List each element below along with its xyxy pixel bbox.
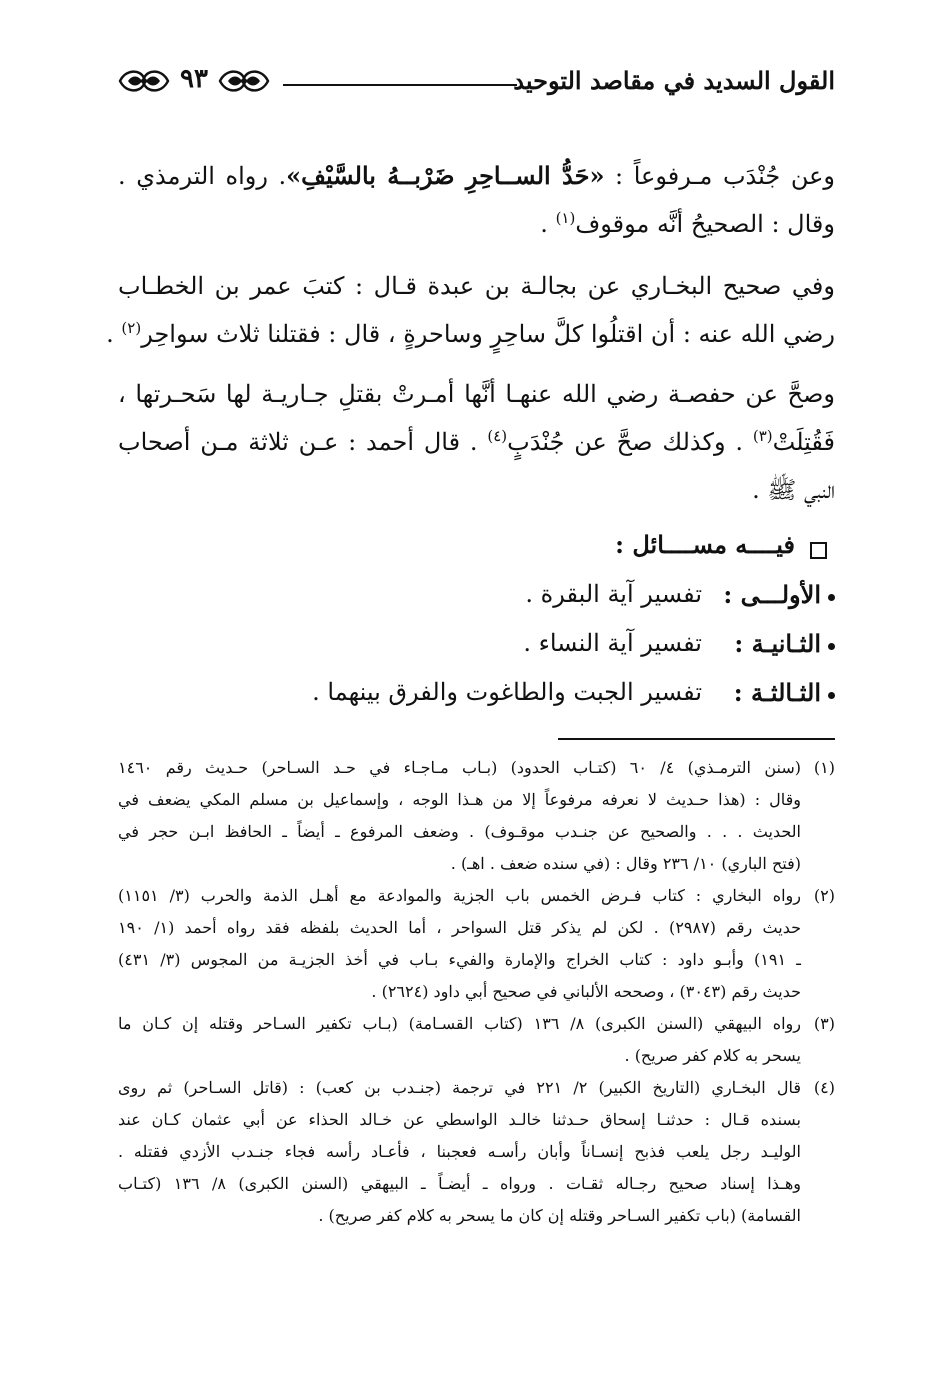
footnote-line: (فتح الباري) ١٠/ ٢٣٦ وقال : (في سنده ضعف . اهـ) .: [450, 854, 801, 873]
footnote-line: القسامة) (باب تكفير السـاحر وقتله إن كان ما يسحر به كلام كفر صريح) .: [318, 1206, 801, 1225]
footnote-number: (٢): [813, 886, 835, 905]
running-header: [118, 60, 835, 108]
footnote-line: وهـذا إسناد صحيح رجـاله ثقـات . ورواه ـ أيضـاً ـ البيهقي (السنن الكبرى) ٨/ ١٣٦ (كتـاب: [118, 1174, 802, 1193]
paragraph-hafsa: [118, 370, 835, 514]
issue-label: الأولـــى :: [723, 580, 821, 609]
floral-ornament-icon: [118, 66, 170, 96]
footnote-number: (١): [813, 758, 835, 777]
footnote-number: (٣): [813, 1014, 835, 1033]
footnote: [118, 1072, 835, 1232]
header-rule: [283, 84, 517, 86]
square-bullet-icon: [810, 542, 827, 559]
issue-text: تفسير آية البقرة .: [525, 580, 702, 608]
text-line: وقال : الصحيحُ أنَّه موقوف$^{(١)}$ .: [540, 209, 835, 238]
text-line: وفي صحيح البخـاري عن بجالـة بن عبدة قـال : كتبَ عمر بن الخطـاب: [118, 272, 835, 300]
footnote-number: (٤): [813, 1078, 835, 1097]
text-line: وصحَّ عن حفصـة رضي الله عنهـا أنَّها أمـرتْ بقتلِ جـاريـة لها سَحـرتها ،: [118, 380, 835, 408]
footnote-line: حديث رقم (٢٩٨٧) . لكن لم يذكر قتل السواحر ، أما الحديث بلفظه فقد رواه أحمد (١/ ١٩٠: [118, 918, 801, 937]
text-line: رضي الله عنه : أن اقتلُوا كلَّ ساحِرٍ وساحرةٍ ، قال : فقتلنا ثلاث سواحِر$^{(٢)}$ .: [106, 319, 835, 348]
hadith-quote: «حَدُّ الســاحِرِ ضَرْبــهُ بالسَّيْفِ»: [286, 161, 605, 190]
issue-item: [118, 578, 835, 622]
footnote: [118, 1008, 835, 1072]
footnote-ref: (١): [555, 209, 576, 227]
page-number: ٩٣: [180, 64, 208, 94]
paragraph-jundub: [118, 152, 835, 248]
footnote-ref: (٣): [752, 427, 773, 445]
footnote-line: رواه البخاري : كتاب فـرض الخمس باب الجزية والموادعة مع أهـل الذمة والحرب (٣/ ١١٥١): [118, 886, 801, 905]
text-line: النبي ﷺ .: [752, 476, 835, 504]
paragraph-bukhari: [106, 262, 835, 358]
text-line: وعن جُنْدَب مـرفوعاً : «حَدُّ الســاحِرِ ضَرْبــهُ بالسَّيْفِ». رواه الترمذي .: [118, 161, 835, 190]
footnotes: [118, 752, 835, 1232]
footnote-line: (سنن الترمـذي) ٤/ ٦٠ (كتـاب الحدود) (بـاب مـاجـاء في حـد السـاحر) حـديث رقم ١٤٦٠: [118, 758, 801, 777]
footnote-line: بسنده قـال : حدثنـا إسحاق حـدثنا خالـد الواسطي عن خـالد الحذاء عن أبي عثمان كـان عند: [118, 1110, 802, 1129]
text-line: فَقُتِلَتْ$^{(٣)}$ . وكذلك صحَّ عن جُنْدَبٍ$^{(٤)}$ . قال أحمد : عـن ثلاثة مـن أصحاب: [118, 427, 836, 456]
footnote-ref: (٤): [487, 427, 508, 445]
footnote-line: يسحر به كلام كفر صريح) .: [624, 1046, 801, 1065]
dot-bullet-icon: [828, 643, 835, 650]
footnote-line: وقال : (هذا حـديث لا نعرفه مرفوعاً إلا من هـذا الوجه ، وإسماعيل بن مسلم المكي يضعف في: [118, 790, 801, 809]
footnote: [118, 752, 835, 880]
dot-bullet-icon: [828, 594, 835, 601]
running-title: القول السديد في مقاصد التوحيد: [513, 66, 835, 95]
footnote-line: الحديث . . . والصحيح عن جنـدب موقـوف) . وضعف المرفوع ـ أيضاً ـ الحافظ ابـن حجر في: [118, 822, 801, 841]
footnote-line: الوليـد رجل يلعب فذبح إنسـاناً وأبان رأسـه فعجبنا ، فأعـاد رأسه فجاء جنـدب الأزدي فقتله .: [118, 1142, 801, 1161]
issue-label: الثـالثـة :: [733, 678, 821, 707]
issue-text: تفسير آية النساء .: [523, 629, 702, 657]
dot-bullet-icon: [828, 692, 835, 699]
issue-text: تفسير الجبت والطاغوت والفرق بينهما .: [312, 678, 702, 706]
footnote-line: ـ ١٩١) وأبـو داود : كتاب الخراج والإمارة والفيء بـاب في أخذ الجزيـة من المجوس (٣/ ٤٣١): [118, 950, 801, 969]
issue-item: [118, 676, 835, 720]
issue-label: الثـانيـة :: [734, 629, 821, 658]
footnote-line: قال البخـاري (التاريخ الكبير) ٢/ ٢٢١ في ترجمة (جنـدب بن كعب) : (قاتل السـاحر) ثم روى: [118, 1078, 802, 1097]
book-page: القول السديد في مقاصد التوحيد ٩٣ وعن جُنْدَب مـرفوعاً : «حَدُّ الســاحِرِ ضَرْبــهُ بالسَّيْفِ». رواه الترمذي . وقال : الصحيحُ أنَّه موقوف$^{(١)}$ . وفي صحيح البخـاري عن بجالـة بن عبدة قـال : كتبَ عمر بن الخطـاب رضي الله عنه : أن اقتلُوا كلَّ ساحِرٍ وساحرةٍ ، قال : فقتلنا ثلاث سواحِر$^{(٢)}$ . وصحَّ عن حفصـة رضي الله عنهـا أنَّها أمـرتْ بقتلِ جـاريـة لها سَحـرتها ، فَقُتِلَتْ$^{(٣)}$ . وكذلك صحَّ عن جُنْدَبٍ$^{(٤)}$ . قال أحمد : عـن ثلاثة مـن أصحاب النبي ﷺ . فيــــه مســــائل : الأولـــى : تفسير آية البقرة . الثـانيـة : تفسير آية النساء . الثـالثـة : تفسير الجبت والطاغوت والفرق بينهما . (١) (سنن الترمـذي) ٤/ ٦٠ (كتـاب الحدود) (بـاب مـاجـاء في حـد السـاحر) حـديث رقم ١٤٦٠ وقال : (هذا حـديث لا نعرفه مرفوعاً إلا من هـذا الوجه ، وإسماعيل بن مسلم المكي يضعف في الحديث . . . والصحيح عن جنـدب موقـوف) . وضعف المرفوع ـ أيضاً ـ الحافظ ابـن حجر في (فتح الباري) ١٠/ ٢٣٦ وقال : (في سنده ضعف . اهـ) . (٢) رواه البخاري : كتاب فـرض الخمس باب الجزية والموادعة مع أهـل الذمة والحرب (٣/ ١١٥١) حديث رقم (٢٩٨٧) . لكن لم يذكر قتل السواحر ، أما الحديث بلفظه فقد رواه أحمد (١/ ١٩٠ ـ ١٩١) وأبـو داود : كتاب الخراج والإمارة والفيء بـاب في أخذ الجزيـة من المجوس (٣/ ٤٣١) حديث رقم (٣٠٤٣) ، وصححه الألباني في صحيح أبي داود (٢٦٢٤) . (٣) رواه البيهقي (السنن الكبرى) ٨/ ١٣٦ (كتاب القسـامة) (بـاب تكفير السـاحر وقتله إن كـان ما يسحر به كلام كفر صريح) . (٤) قال البخـاري (التاريخ الكبير) ٢/ ٢٢١ في ترجمة (جنـدب بن كعب) : (قاتل السـاحر) ثم روى بسنده قـال : حدثنـا إسحاق حـدثنا خالـد الواسطي عن خـالد الحذاء عن أبي عثمان كـان عند الوليـد رجل يلعب فذبح إنسـاناً وأبان رأسـه فعجبنا ، فأعـاد رأسه فجاء جنـدب الأزدي فقتله . وهـذا إسناد صحيح رجـاله ثقـات . ورواه ـ أيضـاً ـ البيهقي (السنن الكبرى) ٨/ ١٣٦ (كتـاب القسامة) (باب تكفير السـاحر وقتله إن كان ما يسحر به كلام كفر صريح) .: [0, 0, 940, 1375]
issue-item: [118, 627, 835, 671]
footnote-separator: [558, 738, 835, 740]
footnote-ref: (٢): [121, 319, 142, 337]
floral-ornament-icon: [218, 66, 270, 96]
footnote-line: رواه البيهقي (السنن الكبرى) ٨/ ١٣٦ (كتاب القسـامة) (بـاب تكفير السـاحر وقتله إن كـان ما: [118, 1014, 801, 1033]
footnote: [118, 880, 835, 1008]
footnote-line: حديث رقم (٣٠٤٣) ، وصححه الألباني في صحيح أبي داود (٢٦٢٤) .: [371, 982, 801, 1001]
